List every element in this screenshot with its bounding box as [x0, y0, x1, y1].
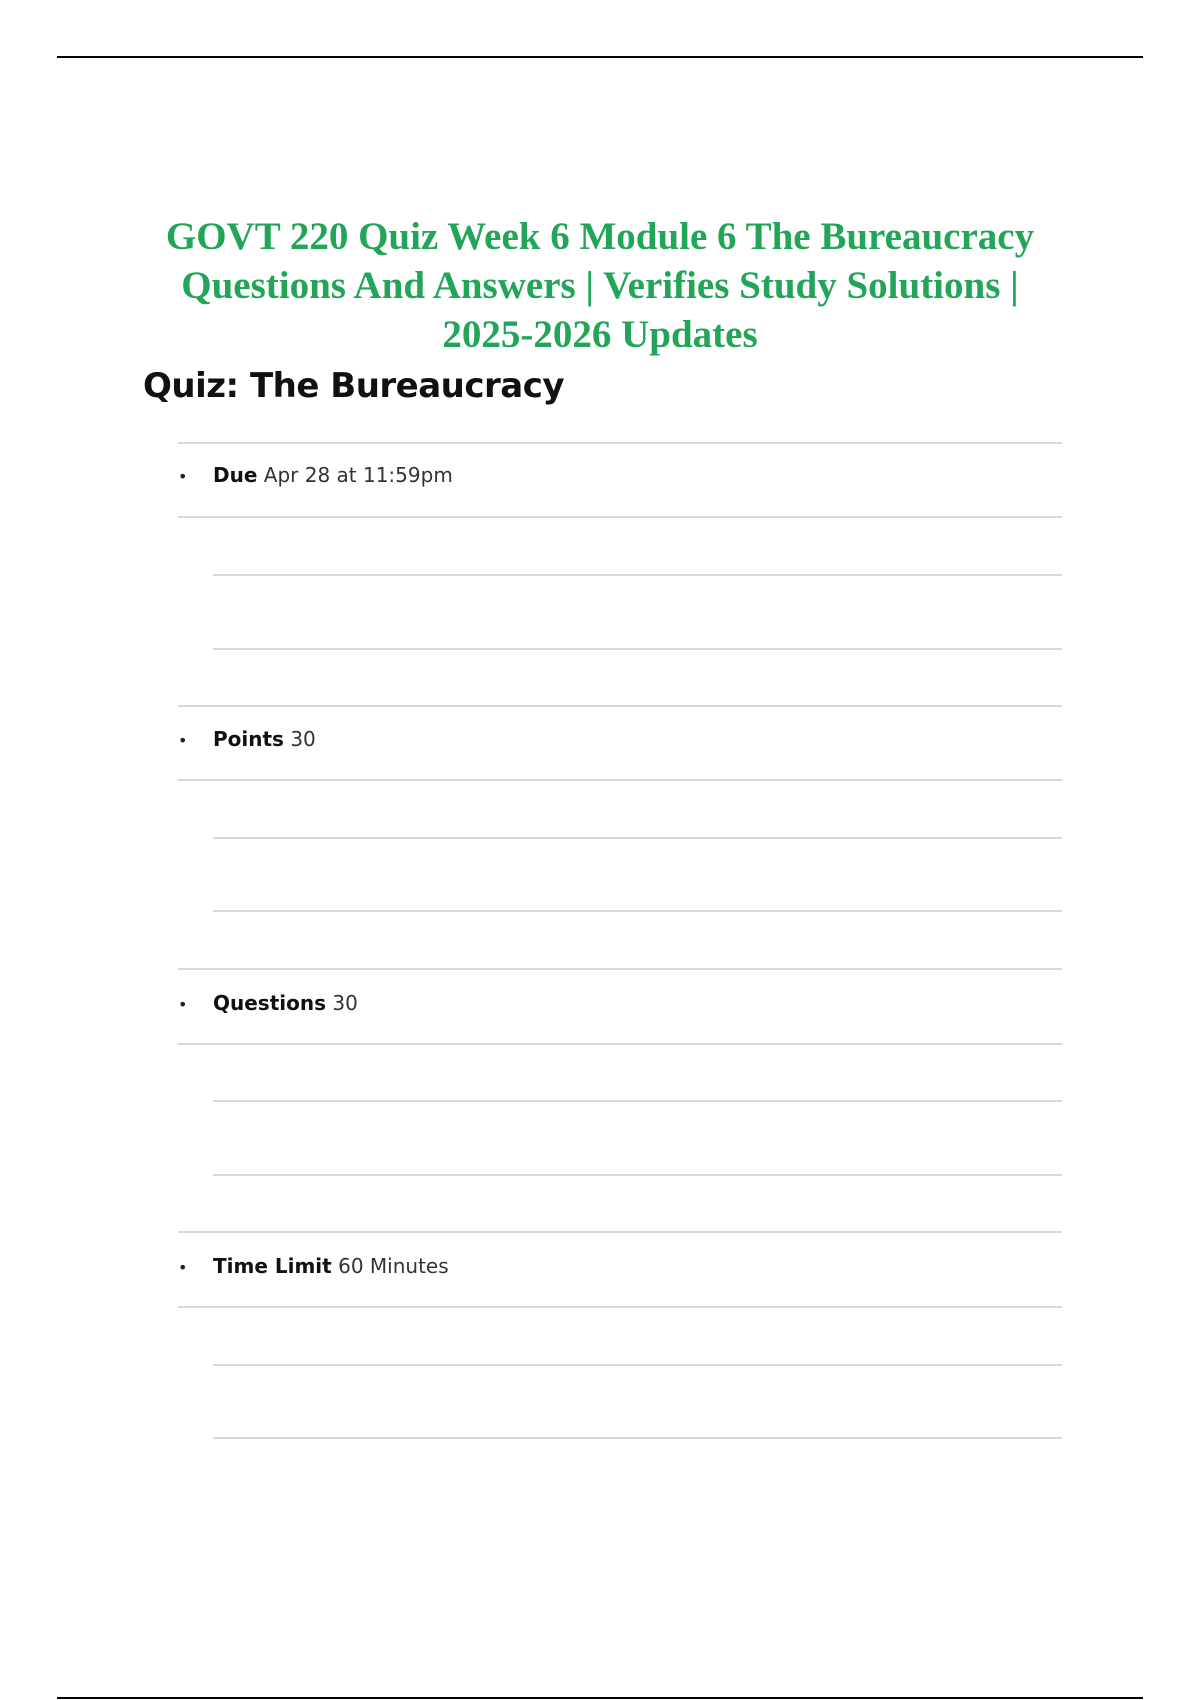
- quiz-detail-points: [178, 724, 316, 754]
- bullet-icon: •: [178, 1258, 188, 1277]
- quiz-heading: Quiz: The Bureaucracy: [143, 366, 565, 406]
- divider: [178, 1231, 1062, 1233]
- divider: [213, 574, 1062, 576]
- bullet-icon: •: [178, 995, 188, 1014]
- divider: [178, 516, 1062, 518]
- quiz-detail-due: [178, 460, 453, 490]
- document-title: [120, 212, 1080, 359]
- divider: [213, 837, 1062, 839]
- document-title-line-3: 2025-2026 Updates: [442, 313, 758, 356]
- divider: [178, 705, 1062, 707]
- detail-value: Apr 28 at 11:59pm: [263, 463, 453, 487]
- detail-value: 30: [332, 991, 358, 1015]
- detail-label: Points: [213, 727, 284, 751]
- divider: [213, 1437, 1062, 1439]
- divider: [178, 1306, 1062, 1308]
- bullet-icon: •: [178, 731, 188, 750]
- divider: [178, 1043, 1062, 1045]
- divider: [178, 779, 1062, 781]
- top-page-rule: [57, 56, 1143, 58]
- divider: [213, 1174, 1062, 1176]
- detail-label: Time Limit: [213, 1254, 332, 1278]
- divider: [213, 910, 1062, 912]
- bottom-page-rule: [57, 1697, 1143, 1699]
- quiz-detail-time-limit: [178, 1251, 449, 1281]
- divider: [178, 968, 1062, 970]
- divider: [213, 1364, 1062, 1366]
- divider: [178, 442, 1062, 444]
- divider: [213, 1100, 1062, 1102]
- bullet-icon: •: [178, 467, 188, 486]
- document-title-line-2: Questions And Answers | Verifies Study Solutions |: [181, 264, 1019, 307]
- detail-label: Due: [213, 463, 258, 487]
- quiz-detail-questions: [178, 988, 358, 1018]
- divider: [213, 648, 1062, 650]
- detail-value: 60 Minutes: [338, 1254, 449, 1278]
- document-title-line-1: GOVT 220 Quiz Week 6 Module 6 The Bureaucracy: [165, 215, 1035, 258]
- detail-label: Questions: [213, 991, 327, 1015]
- detail-value: 30: [290, 727, 316, 751]
